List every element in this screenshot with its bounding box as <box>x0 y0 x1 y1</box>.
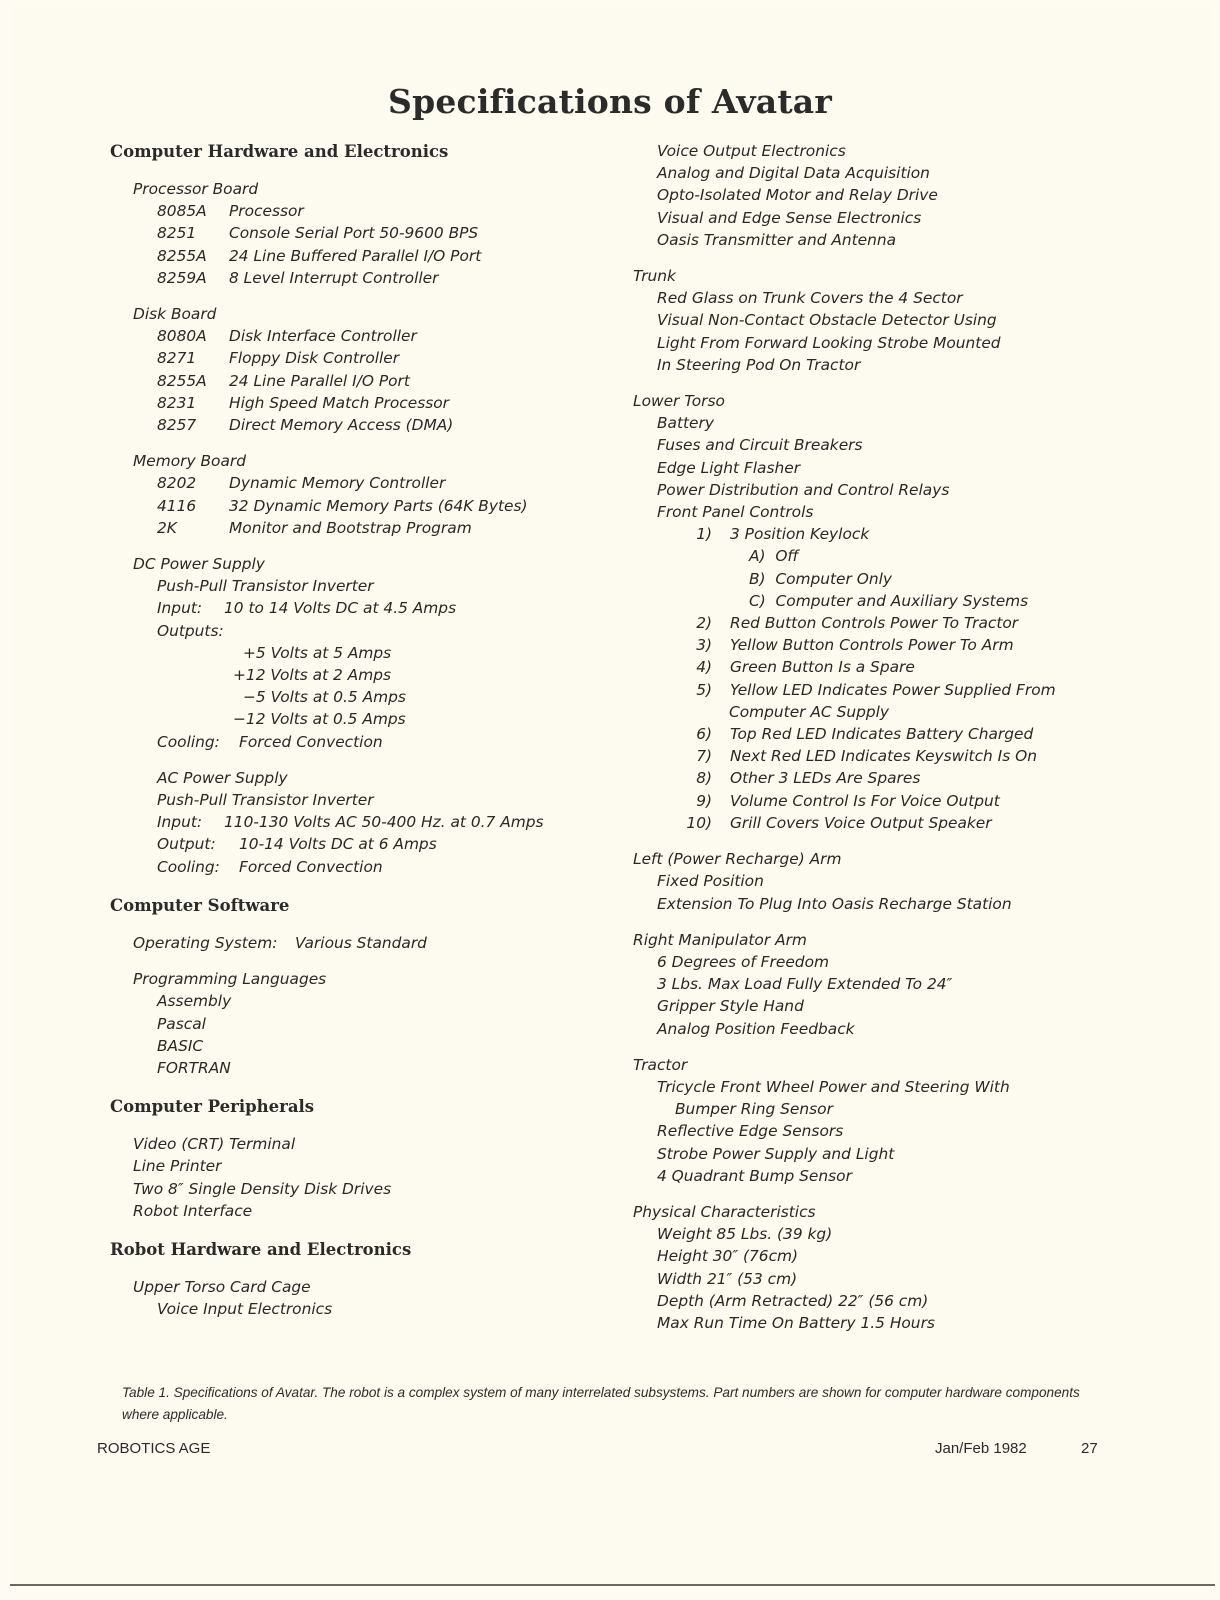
spec-line <box>133 833 610 855</box>
list-item: Battery <box>657 414 714 433</box>
part-row <box>133 222 610 244</box>
control-text-continued: Computer AC Supply <box>729 702 890 721</box>
list-item: Visual Non-Contact Obstacle Detector Using <box>657 311 997 330</box>
part-number: 8231 <box>157 393 197 412</box>
list-item: Fuses and Circuit Breakers <box>657 436 863 455</box>
part-desc: Dynamic Memory Controller <box>229 474 446 493</box>
list-item: Gripper Style Hand <box>657 997 804 1016</box>
control-text: Next Red LED Indicates Keyswitch Is On <box>730 747 1037 766</box>
group-label: Programming Languages <box>133 970 327 989</box>
language-item: Assembly <box>157 992 232 1011</box>
bottom-rule <box>10 1584 1215 1586</box>
control-number: 6) <box>696 725 712 744</box>
control-number: 10) <box>686 813 712 832</box>
part-row <box>133 370 610 392</box>
spec-value: Various Standard <box>295 933 427 952</box>
peripheral-item: Line Printer <box>133 1157 222 1176</box>
spec-line <box>133 856 610 878</box>
control-number: 7) <box>696 747 712 766</box>
list-item: Voice Output Electronics <box>657 142 846 160</box>
section-heading-robot-hardware: Robot Hardware and Electronics <box>110 1239 412 1259</box>
part-number: 2K <box>157 518 177 537</box>
part-desc: Processor <box>229 202 304 221</box>
group-label: Right Manipulator Arm <box>633 930 807 949</box>
list-item: Reflective Edge Sensors <box>657 1122 844 1141</box>
footer-publication: ROBOTICS AGE <box>97 1440 211 1457</box>
physical-characteristics <box>633 1201 1113 1334</box>
spec-label: Outputs: <box>157 621 224 640</box>
list-item: Height 30″ (76cm) <box>657 1247 799 1266</box>
group-label: Left (Power Recharge) Arm <box>633 850 842 869</box>
list-item: Fixed Position <box>657 872 764 891</box>
footer-date: Jan/Feb 1982 <box>935 1440 1027 1457</box>
part-number: 8257 <box>157 416 197 435</box>
part-row <box>133 245 610 267</box>
peripheral-item: Video (CRT) Terminal <box>133 1135 296 1154</box>
part-desc: Direct Memory Access (DMA) <box>229 416 454 435</box>
control-text: Green Button Is a Spare <box>730 658 915 677</box>
language-item: FORTRAN <box>157 1058 231 1077</box>
language-item: Pascal <box>157 1014 206 1033</box>
list-item: Width 21″ (53 cm) <box>657 1269 798 1288</box>
control-item <box>633 723 1113 745</box>
spec-label: Input: <box>157 599 203 618</box>
spec-label: Cooling: <box>157 857 220 876</box>
part-number: 8202 <box>157 474 197 493</box>
list-item: Oasis Transmitter and Antenna <box>657 230 897 249</box>
memory-board <box>133 450 610 539</box>
left-column <box>110 140 610 1320</box>
list-item: Extension To Plug Into Oasis Recharge Station <box>657 894 1012 913</box>
output-value: −12 Volts at 0.5 Amps <box>233 710 406 729</box>
spec-line: Push-Pull Transistor Inverter <box>157 791 374 810</box>
list-item: Visual and Edge Sense Electronics <box>657 208 922 227</box>
part-row <box>133 414 610 436</box>
control-number: 2) <box>696 614 712 633</box>
part-row <box>133 472 610 494</box>
part-row <box>133 347 610 369</box>
control-text: Volume Control Is For Voice Output <box>730 791 1000 810</box>
part-number: 4116 <box>157 496 197 515</box>
group-label: Physical Characteristics <box>633 1202 816 1221</box>
output-value: +12 Volts at 2 Amps <box>233 666 391 685</box>
part-desc: Floppy Disk Controller <box>229 349 400 368</box>
control-item <box>633 790 1113 812</box>
part-row <box>133 495 610 517</box>
spec-line: Push-Pull Transistor Inverter <box>157 577 374 596</box>
part-number: 8255A <box>157 246 207 265</box>
list-item: Analog Position Feedback <box>657 1019 855 1038</box>
output-value: −5 Volts at 0.5 Amps <box>243 688 406 707</box>
list-item-continued: Bumper Ring Sensor <box>675 1100 833 1119</box>
control-item <box>633 634 1113 656</box>
part-number: 8255A <box>157 371 207 390</box>
spec-value: Forced Convection <box>239 732 383 751</box>
group-label: Trunk <box>633 267 676 286</box>
group-label: Tractor <box>633 1055 688 1074</box>
part-row <box>133 267 610 289</box>
control-item <box>633 745 1113 767</box>
trunk <box>633 265 1113 376</box>
control-item <box>633 812 1113 834</box>
list-item: Opto-Isolated Motor and Relay Drive <box>657 186 938 205</box>
right-arm <box>633 929 1113 1040</box>
spec-value: 110-130 Volts AC 50-400 Hz. at 0.7 Amps <box>224 813 544 832</box>
disk-board <box>133 303 610 436</box>
list-item: Tricycle Front Wheel Power and Steering With <box>657 1077 1010 1096</box>
left-arm <box>633 848 1113 915</box>
list-item: 4 Quadrant Bump Sensor <box>657 1166 852 1185</box>
list-item: Analog and Digital Data Acquisition <box>657 164 930 183</box>
control-text: 3 Position Keylock <box>730 525 870 544</box>
group-label: AC Power Supply <box>157 768 288 787</box>
part-number: 8080A <box>157 327 207 346</box>
page-title: Specifications of Avatar <box>388 82 832 121</box>
part-desc: 8 Level Interrupt Controller <box>229 268 439 287</box>
part-desc: Disk Interface Controller <box>229 327 417 346</box>
control-text: Top Red LED Indicates Battery Charged <box>730 725 1034 744</box>
processor-board <box>133 178 610 289</box>
control-item <box>633 679 1113 701</box>
list-item: Weight 85 Lbs. (39 kg) <box>657 1225 833 1244</box>
control-item <box>633 612 1113 634</box>
group-label: Lower Torso <box>633 392 725 411</box>
list-item: In Steering Pod On Tractor <box>657 355 861 374</box>
group-label: Upper Torso Card Cage <box>133 1277 311 1296</box>
group-label: Disk Board <box>133 305 217 324</box>
lower-torso <box>633 390 1113 834</box>
part-desc: High Speed Match Processor <box>229 393 449 412</box>
part-number: 8271 <box>157 349 197 368</box>
spec-label: Output: <box>157 835 216 854</box>
peripheral-item: Two 8″ Single Density Disk Drives <box>133 1179 392 1198</box>
table-caption: Table 1. Specifications of Avatar. The robot is a complex system of many interrelated subsystems. Part numbers are shown for computer hardware components where applicable. <box>122 1385 1080 1422</box>
group-label: DC Power Supply <box>133 555 265 574</box>
peripherals <box>133 1133 610 1222</box>
control-number: 9) <box>696 791 712 810</box>
control-number: 5) <box>696 680 712 699</box>
part-desc: 24 Line Buffered Parallel I/O Port <box>229 246 482 265</box>
output-value: +5 Volts at 5 Amps <box>243 643 392 662</box>
control-text: Red Button Controls Power To Tractor <box>730 614 1019 633</box>
page-number: 27 <box>1081 1440 1098 1457</box>
part-row <box>133 200 610 222</box>
part-row <box>133 325 610 347</box>
list-item: Red Glass on Trunk Covers the 4 Sector <box>657 289 963 308</box>
list-item: 6 Degrees of Freedom <box>657 952 829 971</box>
spec-value: 10 to 14 Volts DC at 4.5 Amps <box>224 599 457 618</box>
control-number: 8) <box>696 769 712 788</box>
tractor <box>633 1054 1113 1187</box>
list-item: Max Run Time On Battery 1.5 Hours <box>657 1313 935 1332</box>
control-text: Yellow LED Indicates Power Supplied From <box>730 680 1056 699</box>
control-text: Other 3 LEDs Are Spares <box>730 769 921 788</box>
upper-torso-continued <box>633 140 1113 251</box>
section-heading-software: Computer Software <box>110 895 290 915</box>
part-row <box>133 517 610 539</box>
control-number: 1) <box>696 525 712 544</box>
keylock-option: C) Computer and Auxiliary Systems <box>749 591 1029 610</box>
control-item <box>633 656 1113 678</box>
part-number: 8085A <box>157 202 207 221</box>
list-item: Power Distribution and Control Relays <box>657 480 950 499</box>
list-item: Edge Light Flasher <box>657 458 801 477</box>
spec-label: Cooling: <box>157 732 220 751</box>
dc-power-supply <box>133 553 610 753</box>
spec-line <box>133 932 610 954</box>
software <box>133 932 610 1079</box>
list-item: Front Panel Controls <box>657 503 814 522</box>
peripheral-item: Robot Interface <box>133 1201 253 1220</box>
keylock-option: A) Off <box>749 547 799 566</box>
list-item: Depth (Arm Retracted) 22″ (56 cm) <box>657 1291 929 1310</box>
control-item <box>633 767 1113 789</box>
list-item: Strobe Power Supply and Light <box>657 1144 895 1163</box>
keylock-option: B) Computer Only <box>749 569 893 588</box>
list-item: 3 Lbs. Max Load Fully Extended To 24″ <box>657 975 953 994</box>
control-text: Yellow Button Controls Power To Arm <box>730 636 1014 655</box>
control-item <box>633 523 1113 545</box>
part-number: 8259A <box>157 268 207 287</box>
group-label: Processor Board <box>133 180 259 198</box>
right-column <box>633 140 1113 1334</box>
part-desc: 32 Dynamic Memory Parts (64K Bytes) <box>229 496 528 515</box>
part-desc: 24 Line Parallel I/O Port <box>229 371 410 390</box>
part-desc: Console Serial Port 50-9600 BPS <box>229 224 479 243</box>
section-heading-peripherals: Computer Peripherals <box>110 1097 315 1117</box>
spec-value: Forced Convection <box>239 857 383 876</box>
spec-label: Input: <box>157 813 203 832</box>
part-desc: Monitor and Bootstrap Program <box>229 518 472 537</box>
control-text: Grill Covers Voice Output Speaker <box>730 813 992 832</box>
list-item: Light From Forward Looking Strobe Mounted <box>657 333 1001 352</box>
spec-value: 10-14 Volts DC at 6 Amps <box>239 835 437 854</box>
spec-line <box>133 811 610 833</box>
ac-power-supply <box>133 767 610 878</box>
spec-label: Operating System: <box>133 933 278 952</box>
language-item: BASIC <box>157 1036 204 1055</box>
spec-line <box>133 731 610 753</box>
list-item: Voice Input Electronics <box>157 1300 333 1319</box>
control-number: 3) <box>696 636 712 655</box>
section-heading-hardware: Computer Hardware and Electronics <box>110 142 449 161</box>
part-number: 8251 <box>157 224 197 243</box>
spec-line <box>133 597 610 619</box>
upper-torso <box>133 1276 610 1320</box>
group-label: Memory Board <box>133 452 246 471</box>
part-row <box>133 392 610 414</box>
control-number: 4) <box>696 658 712 677</box>
